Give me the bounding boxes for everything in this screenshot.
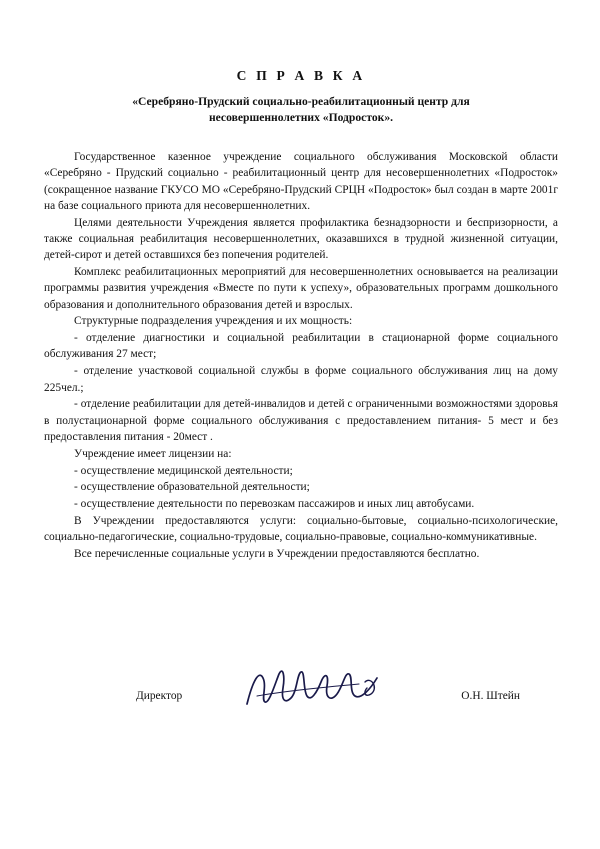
list-item-department-diagnostics: - отделение диагностики и социальной реабилитации в стационарной форме социального обслуживания 27 мест; <box>44 332 558 361</box>
document-body <box>44 149 558 562</box>
paragraph-3: Комплекс реабилитационных мероприятий для несовершеннолетних основывается на реализации программы развития учреждения «Вместе по пути к успеху», образовательных программ дошкольного образования и дополнительного образования детей и взрослых. <box>44 265 558 311</box>
list-item-license-education: - осуществление образовательной деятельности; <box>74 481 310 494</box>
paragraph-free-of-charge: Все перечисленные социальные услуги в Учреждении предоставляются бесплатно. <box>74 548 480 561</box>
signature-name: О.Н. Штейн <box>461 690 520 702</box>
signature-role-label: Директор <box>136 690 183 702</box>
list-item-department-rehabilitation-disabled: - отделение реабилитации для детей-инвалидов и детей с ограниченными возможностями здоровья в полустационарной форме социального обслуживания с предоставлением питания- 5 мест и без предоставления питания - 20мест . <box>44 398 558 443</box>
document-subtitle: «Серебряно-Прудский социально-реабилитационный центр для несовершеннолетних «Подросток». <box>132 95 470 125</box>
list-item-department-district-service: - отделение участковой социальной службы в форме социального обслуживания лиц на дому 225чел.; <box>44 365 558 394</box>
paragraph-licenses-heading: Учреждение имеет лицензии на: <box>74 447 232 460</box>
paragraph-4-subdivisions-heading: Структурные подразделения учреждения и их мощность: <box>74 315 353 328</box>
page-title: С П Р А В К А <box>236 68 366 83</box>
signature-block <box>44 690 558 750</box>
handwritten-signature-icon <box>239 658 389 714</box>
list-item-license-medical: - осуществление медицинской деятельности; <box>74 464 293 477</box>
paragraph-services: В Учреждении предоставляются услуги: социально-бытовые, социально-психологические, социально-педагогические, социально-трудовые, социально-правовые, социально-коммуникативные. <box>44 514 558 544</box>
paragraph-1: Государственное казенное учреждение социального обслуживания Московской области «Серебряно - Прудский социально - реабилитационный центр для несовершеннолетних «Подросток» (сокращенное название ГКУСО МО «Серебряно-Прудский СРЦН «Подросток» был создан в марте 2001г на базе социального приюта для несовершеннолетних. <box>44 150 558 212</box>
list-item-license-transport: - осуществление деятельности по перевозкам пассажиров и иных лиц автобусами. <box>74 498 475 511</box>
paragraph-2: Целями деятельности Учреждения является профилактика безнадзорности и беспризорности, а также социальная реабилитация несовершеннолетних, оказавшихся в трудной жизненной ситуации, детей-сирот и детей оставшихся без попечения родителей. <box>44 216 558 262</box>
